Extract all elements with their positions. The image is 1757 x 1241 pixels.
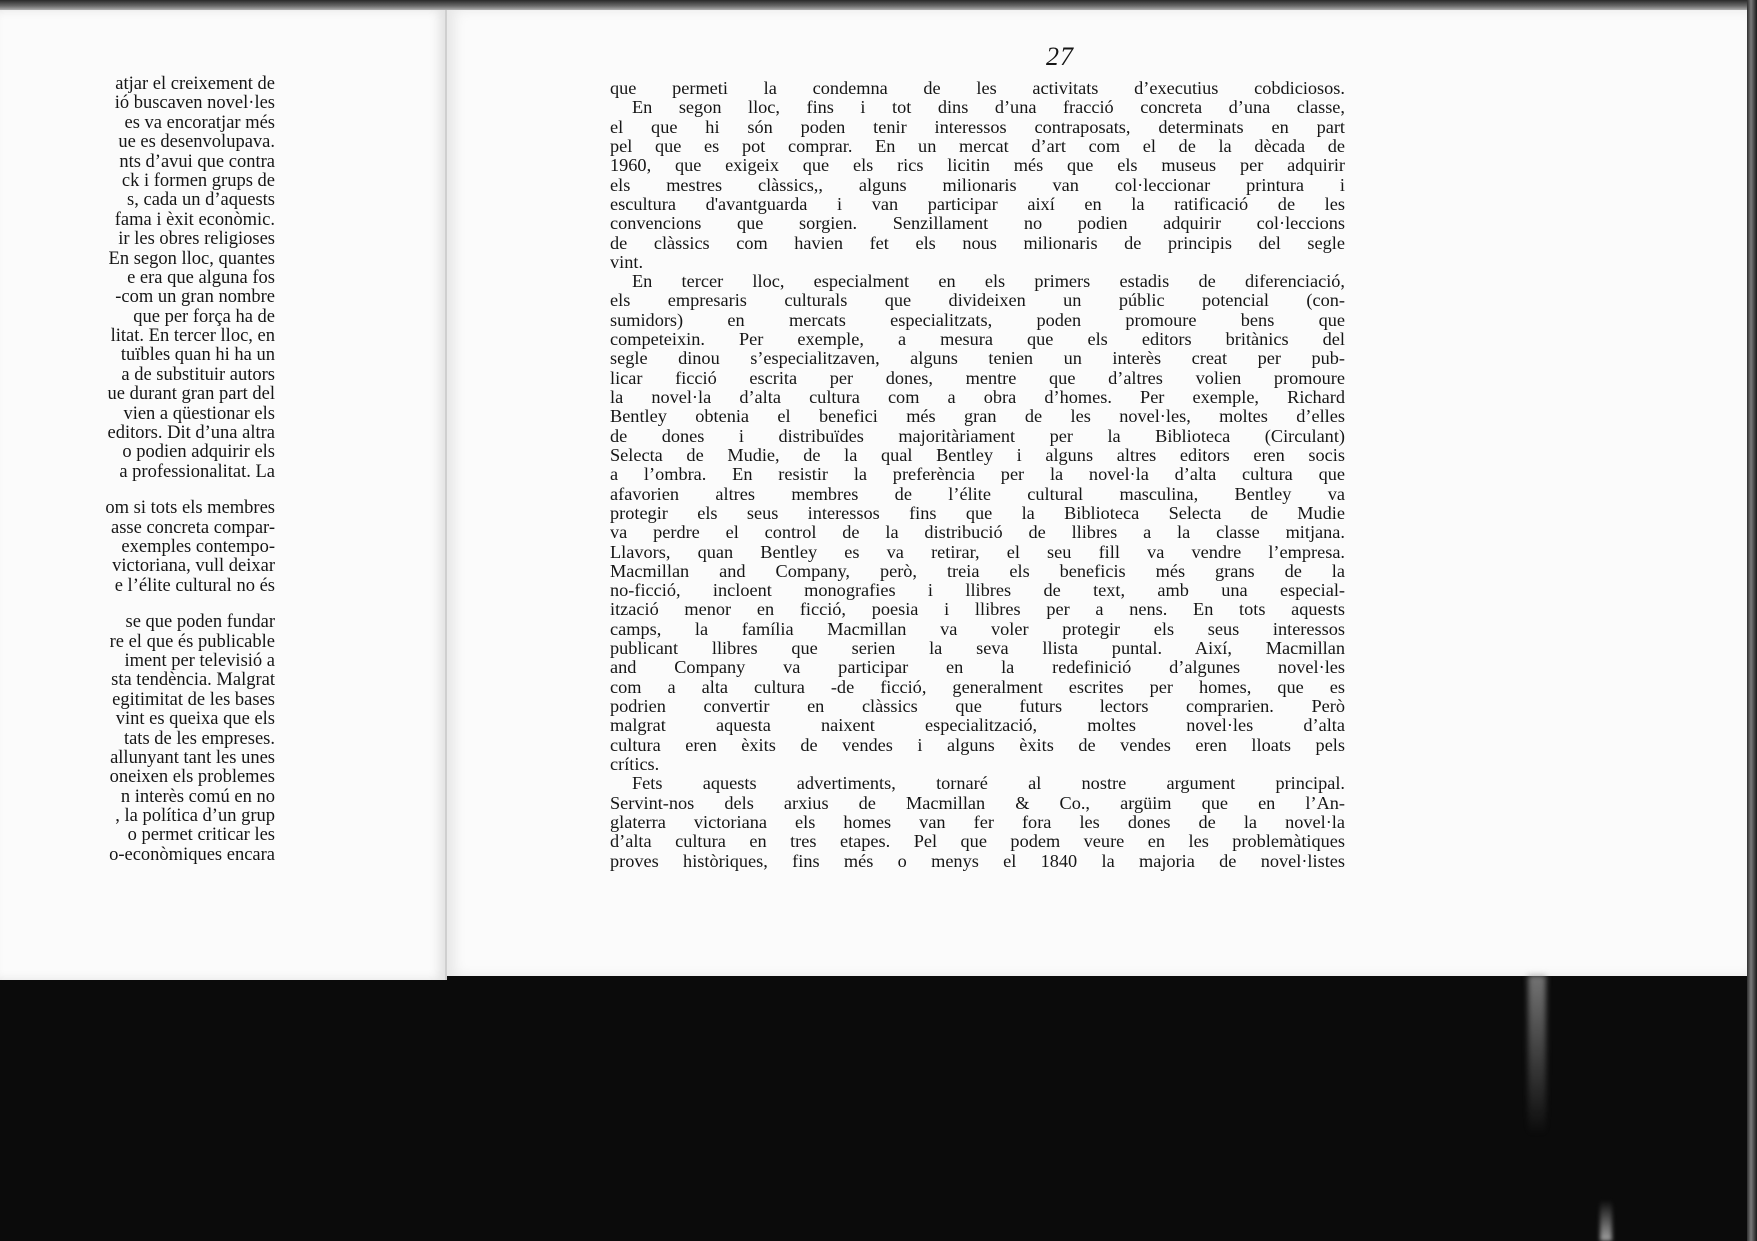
left-page-line: litat. En tercer lloc, en (110, 326, 275, 347)
right-page-line: que permeti la condemna de les activitats d’executius cobdiciosos. (610, 78, 1345, 98)
left-page-line: asse concreta compar- (111, 517, 275, 538)
right-page-line: competeixin. Per exemple, a mesura que els editors britànics del (610, 329, 1345, 350)
right-page-line: podrien convertir en clàssics que futurs lectors comprarien. Però (610, 696, 1345, 716)
left-page-line: nts d’avui que contra (119, 151, 275, 172)
left-page-line: iment per televisió a (124, 650, 275, 671)
left-page-line: victoriana, vull deixar (112, 556, 275, 577)
scan-shadow (1528, 975, 1546, 1135)
right-page-line: cultura eren èxits de vendes i alguns èxits de vendes eren lloats pels (610, 734, 1345, 755)
left-page-line: editors. Dit d’una altra (107, 423, 275, 444)
left-page-line: e l’élite cultural no és (114, 575, 275, 596)
right-page-line: crítics. (610, 753, 660, 774)
left-page-line: En segon lloc, quantes (108, 248, 275, 269)
left-page-line: oneixen els problemes (109, 767, 275, 788)
page-number: 27 (1046, 42, 1074, 71)
right-page-line: de clàssics com havien fet els nous milionaris de principis del segle (610, 232, 1345, 253)
right-page-line: de dones i distribuïdes majoritàriament per la Biblioteca (Circulant) (610, 425, 1345, 446)
right-page-line: ització menor en ficció, poesia i llibres per a nens. En tots aquests (610, 599, 1345, 620)
right-page-line: malgrat aquesta naixent especialització, moltes novel·les d’alta (610, 715, 1345, 736)
right-page-line: proves històriques, fins més o menys el 1840 la majoria de novel·listes (610, 850, 1345, 871)
right-page-line: licar ficció escrita per dones, mentre que d’altres volien promoure (610, 367, 1345, 388)
right-page-line: d’alta cultura en tres etapes. Pel que podem veure en les problemàtiques (610, 831, 1345, 852)
right-page-line: and Company va participar en la redefinició d’algunes novel·les (610, 657, 1345, 678)
left-page-line: ir les obres religioses (118, 229, 275, 250)
left-page-line: vint es queixa que els (115, 709, 275, 730)
left-page-line: o podien adquirir els (122, 442, 275, 463)
right-page-line: segle dinou s’especialitzaven, alguns tenien un interès creat per pub- (610, 348, 1345, 369)
right-page-line: el que hi són poden tenir interessos contraposats, determinats en part (610, 116, 1345, 137)
right-page-line: va perdre el control de la distribució de llibres a la classe mitjana. (610, 522, 1345, 543)
right-page-line: afavorien altres membres de l’élite cultural masculina, Bentley va (610, 483, 1345, 504)
right-page-line: Servint-nos dels arxius de Macmillan & Co., argüim que en l’An- (610, 792, 1345, 813)
right-page-line: Selecta de Mudie, de la qual Bentley i alguns altres editors eren socis (610, 444, 1345, 465)
right-page-line: convencions que sorgien. Senzillament no podien adquirir col·leccions (610, 213, 1345, 234)
right-page-line: la novel·la d’alta cultura com a obra d’homes. Per exemple, Richard (610, 387, 1345, 407)
left-page-line (0, 596, 275, 613)
right-page-text (610, 79, 1470, 871)
right-page-line: escultura d'avantguarda i van participar així en la ratificació de les (610, 193, 1345, 214)
right-page-line: Llavors, quan Bentley es va retirar, el seu fill va vendre l’empresa. (610, 541, 1345, 562)
right-page-line: vint. (610, 251, 644, 272)
right-page-line: pel que es pot comprar. En un mercat d’art com el de la dècada de (610, 135, 1345, 156)
left-page-line: a de substituir autors (121, 364, 275, 385)
left-page-line: vien a qüestionar els (123, 403, 275, 424)
right-page-line: els empresaris culturals que divideixen un públic potencial (con- (610, 290, 1345, 311)
left-page-line: o-econòmiques encara (109, 844, 275, 865)
right-page-line: Bentley obtenia el benefici més gran de les novel·les, moltes d’elles (610, 406, 1345, 427)
right-page-line: camps, la família Macmillan va voler protegir els seus interessos (610, 618, 1345, 639)
left-page-line: ió buscaven novel·les (114, 93, 275, 114)
left-page-line: se que poden fundar (125, 612, 275, 633)
left-page-line: ue es desenvolupava. (118, 132, 275, 153)
left-page-line: a professionalitat. La (119, 461, 275, 482)
left-page-line: om si tots els membres (105, 498, 275, 519)
right-page-line: a l’ombra. En resistir la preferència per la novel·la d’alta cultura que (610, 464, 1345, 485)
left-page-line: exemples contempo- (121, 536, 275, 557)
right-page-line: no-ficció, incloent monografies i llibres de text, amb una especial- (610, 580, 1345, 601)
left-page-line: e era que alguna fos (127, 267, 275, 288)
scan-right-edge (1747, 0, 1757, 1241)
left-page-line: egitimitat de les bases (112, 689, 275, 710)
left-page-text (0, 75, 275, 865)
right-page-line: En tercer lloc, especialment en els primers estadis de diferenciació, (632, 271, 1345, 292)
left-page-line: fama i èxit econòmic. (114, 209, 275, 230)
left-page-line: tats de les empreses. (123, 728, 275, 749)
right-page-line: els mestres clàssics,, alguns milionaris van col·leccionar printura i (610, 174, 1345, 195)
right-page-line: com a alta cultura -de ficció, generalment escrites per homes, que es (610, 676, 1345, 697)
right-page-line: Macmillan and Company, però, treia els beneficis més grans de la (610, 560, 1345, 581)
right-page-line: publicant llibres que serien la seva llista puntal. Així, Macmillan (610, 638, 1345, 659)
left-page-line: ck i formen grups de (121, 170, 275, 191)
left-page-line: sta tendència. Malgrat (111, 670, 275, 691)
right-page-line: sumidors) en mercats especialitzats, poden promoure bens que (610, 309, 1345, 330)
left-page-line: atjar el creixement de (115, 74, 275, 94)
left-page-line: n interès comú en no (120, 786, 275, 807)
left-page-line: ue durant gran part del (107, 384, 275, 405)
right-page-line: Fets aquests advertiments, tornaré al nostre argument principal. (632, 773, 1345, 794)
left-page-line: s, cada un d’aquests (127, 190, 275, 211)
left-page-line: o permet criticar les (127, 825, 275, 846)
left-page-line: es va encoratjar més (124, 112, 275, 133)
left-page (0, 10, 447, 980)
left-page-line: -com un gran nombre (115, 287, 275, 308)
right-page-line: En segon lloc, fins i tot dins d’una fracció concreta d’una classe, (632, 97, 1345, 118)
right-page-line: glaterra victoriana els homes van fer fora les dones de la novel·la (610, 811, 1345, 832)
scan-shadow (1600, 1200, 1612, 1241)
right-page-line: protegir els seus interessos fins que la Biblioteca Selecta de Mudie (610, 502, 1345, 523)
left-page-line: , la política d’un grup (115, 806, 275, 827)
left-page-line (0, 482, 275, 499)
left-page-line: allunyant tant les unes (110, 747, 275, 768)
left-page-line: tuïbles quan hi ha un (120, 345, 275, 366)
right-page-line: 1960, que exigeix que els rics licitin més que els museus per adquirir (610, 155, 1345, 176)
left-page-line: que per força ha de (133, 306, 275, 327)
left-page-line: re el que és publicable (109, 631, 275, 652)
